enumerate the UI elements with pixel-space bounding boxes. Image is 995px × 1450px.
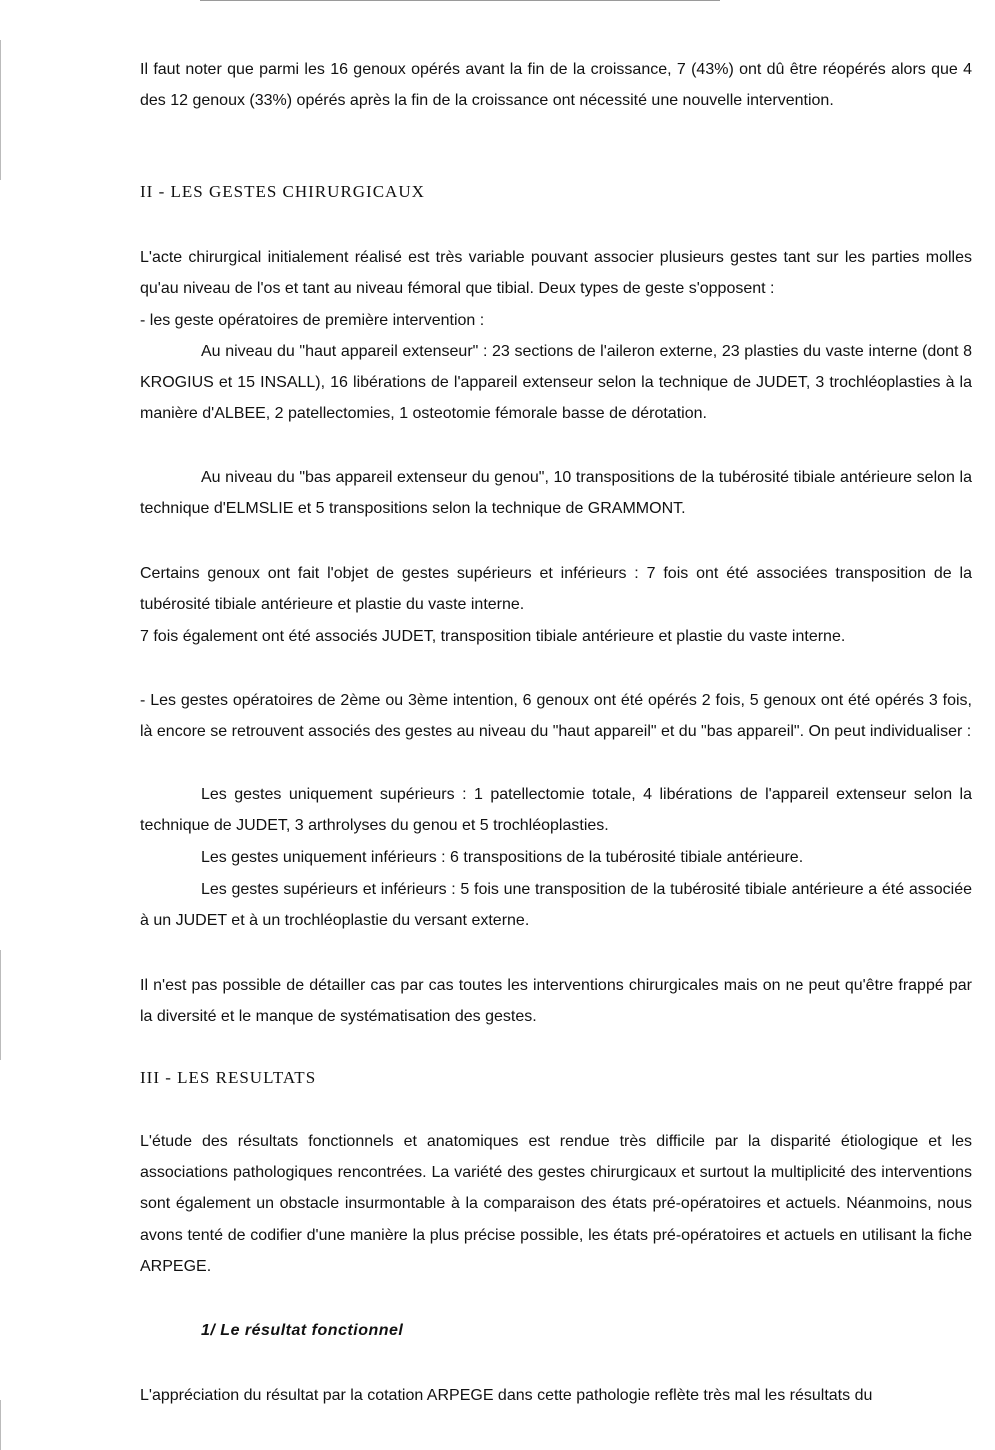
scan-artifact-left-edge <box>0 40 1 180</box>
paragraph-gestes-superieurs-inferieurs: Certains genoux ont fait l'objet de gestes supérieurs et inférieurs : 7 fois ont été associées transposition de la tubérosité tibiale antérieure et plastie du vaste interne. <box>140 565 972 614</box>
paragraph-appreciation-arpege: L'appréciation du résultat par la cotation ARPEGE dans cette pathologie reflète très mal les résultats du <box>140 1387 873 1404</box>
subsection-heading-resultat-fonctionnel: 1/ Le résultat fonctionnel <box>201 1322 404 1339</box>
section-heading-gestes-chirurgicaux: II - LES GESTES CHIRURGICAUX <box>140 182 425 201</box>
scan-artifact-left-edge <box>0 1400 1 1450</box>
paragraph-etude-resultats: L'étude des résultats fonctionnels et anatomiques est rendue très difficile par la disparité étiologique et les associations pathologiques rencontrées. La variété des gestes chirurgicaux et surtout la multiplicité des interventions sont également un obstacle insurmontable à la comparaison des états pré-opératoires et actuels. Néanmoins, nous avons tenté de codifier d'une manière la plus précise possible, les états pré-opératoires et actuels en utilisant la fiche ARPEGE. <box>140 1133 972 1275</box>
paragraph-judet-associes: 7 fois également ont été associés JUDET, transposition tibiale antérieure et plastie du vaste interne. <box>140 628 846 645</box>
section-heading-resultats: III - LES RESULTATS <box>140 1068 317 1087</box>
scan-artifact-top-line <box>200 0 720 1</box>
paragraph-diversite: Il n'est pas possible de détailler cas par cas toutes les interventions chirurgicales mais on ne peut qu'être frappé par la diversité et le manque de systématisation des gestes. <box>140 977 972 1026</box>
scan-artifact-left-edge <box>0 950 1 1060</box>
paragraph-gestes-inferieurs: Les gestes uniquement inférieurs : 6 transpositions de la tubérosité tibiale antérieure. <box>201 849 804 866</box>
paragraph-gestes-superieurs: Les gestes uniquement supérieurs : 1 patellectomie totale, 4 libérations de l'appareil extenseur selon la technique de JUDET, 3 arthrolyses du genou et 5 trochléoplasties. <box>140 786 972 835</box>
paragraph-premiere-intervention: - les geste opératoires de première intervention : <box>140 312 485 329</box>
paragraph-acte-chirurgical: L'acte chirurgical initialement réalisé est très variable pouvant associer plusieurs gestes tant sur les parties molles qu'au niveau de l'os et tant au niveau fémoral que tibial. Deux types de geste s'opposent : <box>140 249 972 298</box>
paragraph-bas-appareil: Au niveau du "bas appareil extenseur du genou", 10 transpositions de la tubérosité tibiale antérieure selon la technique d'ELMSLIE et 5 transpositions selon la technique de GRAMMONT. <box>140 469 972 518</box>
paragraph-gestes-mixtes: Les gestes supérieurs et inférieurs : 5 fois une transposition de la tubérosité tibiale antérieure a été associée à un JUDET et à un trochléoplastie du versant externe. <box>140 881 972 930</box>
paragraph-regrowth-reoperation: Il faut noter que parmi les 16 genoux opérés avant la fin de la croissance, 7 (43%) ont dû être réopérés alors que 4 des 12 genoux (33%) opérés après la fin de la croissance ont nécessité une nouvelle intervention. <box>140 61 972 110</box>
paragraph-haut-appareil: Au niveau du "haut appareil extenseur" : 23 sections de l'aileron externe, 23 plasties du vaste interne (dont 8 KROGIUS et 15 INSALL), 16 libérations de l'appareil extenseur selon la technique de JUDET, 3 trochléoplasties à la manière d'ALBEE, 2 patellectomies, 1 osteotomie fémorale basse de dérotation. <box>140 343 972 423</box>
paragraph-deuxieme-intention: - Les gestes opératoires de 2ème ou 3ème intention, 6 genoux ont été opérés 2 fois, 5 genoux ont été opérés 3 fois, là encore se retrouvent associés des gestes au niveau du "haut appareil" et du "bas appareil". On peut individualiser : <box>140 692 972 741</box>
